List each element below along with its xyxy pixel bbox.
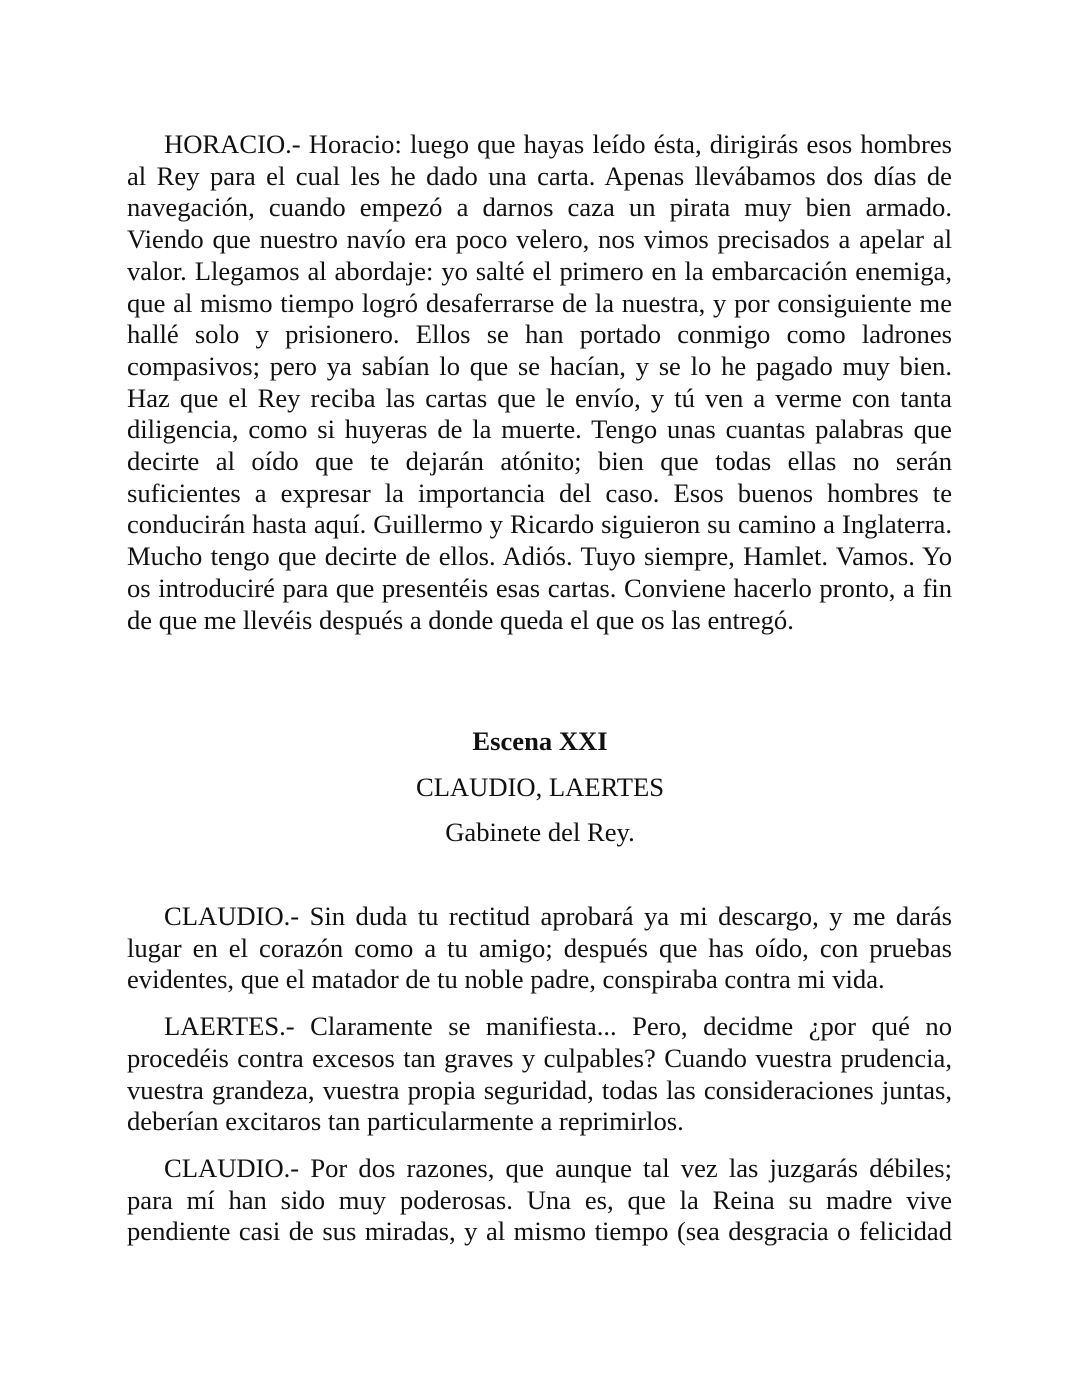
paragraph-text: Sin duda tu rectitud aprobará ya mi descargo, y me darás lugar en el corazón como a tu amigo; después que has oído, con pruebas evidentes, que el matador de tu noble padre, conspiraba contra mi vida.: [127, 901, 952, 995]
speaker-name: CLAUDIO.-: [164, 901, 300, 931]
paragraph-horacio: [127, 129, 952, 636]
scene-title: Escena XXI: [472, 726, 608, 756]
dialogue-paragraph: [127, 1011, 952, 1138]
paragraph-text: Horacio: luego que hayas leído ésta, dirigirás esos hombres al Rey para el cual les he dado una carta. Apenas llevábamos dos días de navegación, cuando empezó a darnos caza un pirata muy bien armado. Viendo que nuestro navío era poco velero, nos vimos precisados a apelar al valor. Llegamos al abordaje: yo salté el primero en la embarcación enemiga, que al mismo tiempo logró desaferrarse de la nuestra, y por consiguiente me hallé solo y prisionero. Ellos se han portado conmigo como ladrones compasivos; pero ya sabían lo que se hacían, y se lo he pagado muy bien. Haz que el Rey reciba las cartas que le envío, y tú ven a verme con tanta diligencia, como si huyeras de la muerte. Tengo unas cuantas palabras que decirte al oído que te dejarán atónito; bien que todas ellas no serán suficientes a expresar la importancia del caso. Esos buenos hombres te conducirán hasta aquí. Guillermo y Ricardo siguieron su camino a Inglaterra. Mucho tengo que decirte de ellos. Adiós. Tuyo siempre, Hamlet. Vamos. Yo os introduciré para que presentéis esas cartas. Conviene hacerlo pronto, a fin de que me llevéis después a donde queda el que os las entregó.: [127, 129, 952, 635]
speaker-name: HORACIO.-: [164, 129, 301, 159]
dialogue-paragraph: [127, 1153, 952, 1248]
dialogue-section: [127, 901, 952, 1248]
paragraph-text: Por dos razones, que aunque tal vez las juzgarás débiles; para mí han sido muy poderosas. Una es, que la Reina su madre vive pendiente casi de sus miradas, y al mismo tiempo (sea desgracia o felicidad: [127, 1152, 952, 1247]
speaker-name: LAERTES.-: [164, 1011, 295, 1042]
dialogue-paragraph: [127, 901, 952, 996]
paragraph-text: Claramente se manifiesta... Pero, decidme ¿por qué no procedéis contra excesos tan graves y culpables? Cuando vuestra prudencia, vuestra grandeza, vuestra propia seguridad, todas las consideraciones juntas, deberían excitaros tan particularmente a reprimirlos.: [127, 1011, 952, 1137]
speaker-name: CLAUDIO.-: [164, 1152, 300, 1183]
intro-section: [127, 129, 952, 636]
scene-characters: CLAUDIO, LAERTES: [415, 772, 665, 802]
scene-setting: Gabinete del Rey.: [445, 817, 635, 847]
